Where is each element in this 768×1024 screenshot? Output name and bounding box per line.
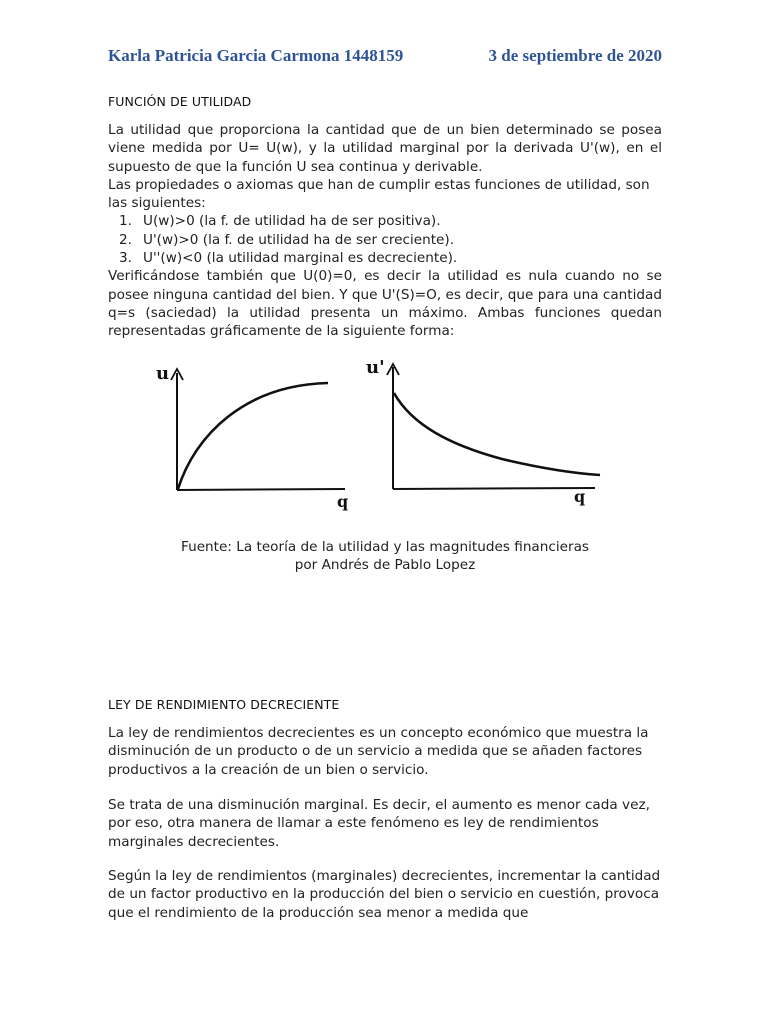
rendimiento-paragraph-1: La ley de rendimientos decrecientes es un concepto económico que muestra la disminución de un producto o de un servicio a medida que se añaden factores productivos a la creación de un bien o servicio. <box>108 725 649 778</box>
list-item: 2. U'(w)>0 (la f. de utilidad ha de ser creciente). <box>119 231 455 248</box>
left-x-label: q <box>337 492 349 511</box>
author-name: Karla Patricia Garcia Carmona 1448159 <box>108 46 404 65</box>
list-item: 1. U(w)>0 (la f. de utilidad ha de ser positiva). <box>119 213 441 230</box>
utility-curve <box>178 383 328 489</box>
left-y-label: u <box>156 363 170 384</box>
right-x-axis <box>393 488 595 489</box>
rendimiento-paragraph-2: Se trata de una disminución marginal. Es decir, el aumento es menor cada vez, por eso, otra manera de llamar a este fenómeno es ley de rendimientos marginales decrecientes. <box>108 797 650 850</box>
axioms-list <box>108 212 662 267</box>
section-title-rendimiento: LEY DE RENDIMIENTO DECRECIENTE <box>108 697 340 712</box>
utility-figure <box>150 355 620 515</box>
marginal-utility-plot <box>366 357 600 506</box>
utility-curve-plot <box>156 363 348 511</box>
document-date: 3 de septiembre de 2020 <box>488 46 662 65</box>
axioms-intro: Las propiedades o axiomas que han de cumplir estas funciones de utilidad, son las siguientes: <box>108 176 650 212</box>
rendimiento-paragraph-3: Según la ley de rendimientos (marginales) decrecientes, incrementar la cantidad de un factor productivo en la producción del bien o servicio en cuestión, provoca que el rendimiento de la producción sea menor a medida que <box>108 868 661 921</box>
intro-paragraph: La utilidad que proporciona la cantidad que de un bien determinado se posea viene medida por U= U(w), y la utilidad marginal por la derivada U'(w), en el supuesto de que la función U sea continua y derivable. <box>108 122 662 175</box>
closing-paragraph: Verificándose también que U(0)=0, es decir la utilidad es nula cuando no se posee ninguna cantidad del bien. Y que U'(S)=O, es decir, que para una cantidad q=s (saciedad) la utilidad presenta un máximo. Ambas funciones quedan representadas gráficamente de la siguiente forma: <box>108 268 662 340</box>
caption-line-2: por Andrés de Pablo Lopez <box>294 557 476 574</box>
right-x-label: q <box>574 487 586 506</box>
marginal-utility-curve <box>394 393 600 475</box>
list-item: 3. U''(w)<0 (la utilidad marginal es decreciente). <box>119 250 458 267</box>
figure-caption <box>108 538 662 575</box>
left-x-axis <box>177 489 345 490</box>
right-y-label: u' <box>366 357 385 378</box>
section-body-utilidad <box>108 121 662 341</box>
section-title-utilidad: FUNCIÓN DE UTILIDAD <box>108 94 252 109</box>
caption-line-1: Fuente: La teoría de la utilidad y las magnitudes financieras <box>181 539 589 555</box>
